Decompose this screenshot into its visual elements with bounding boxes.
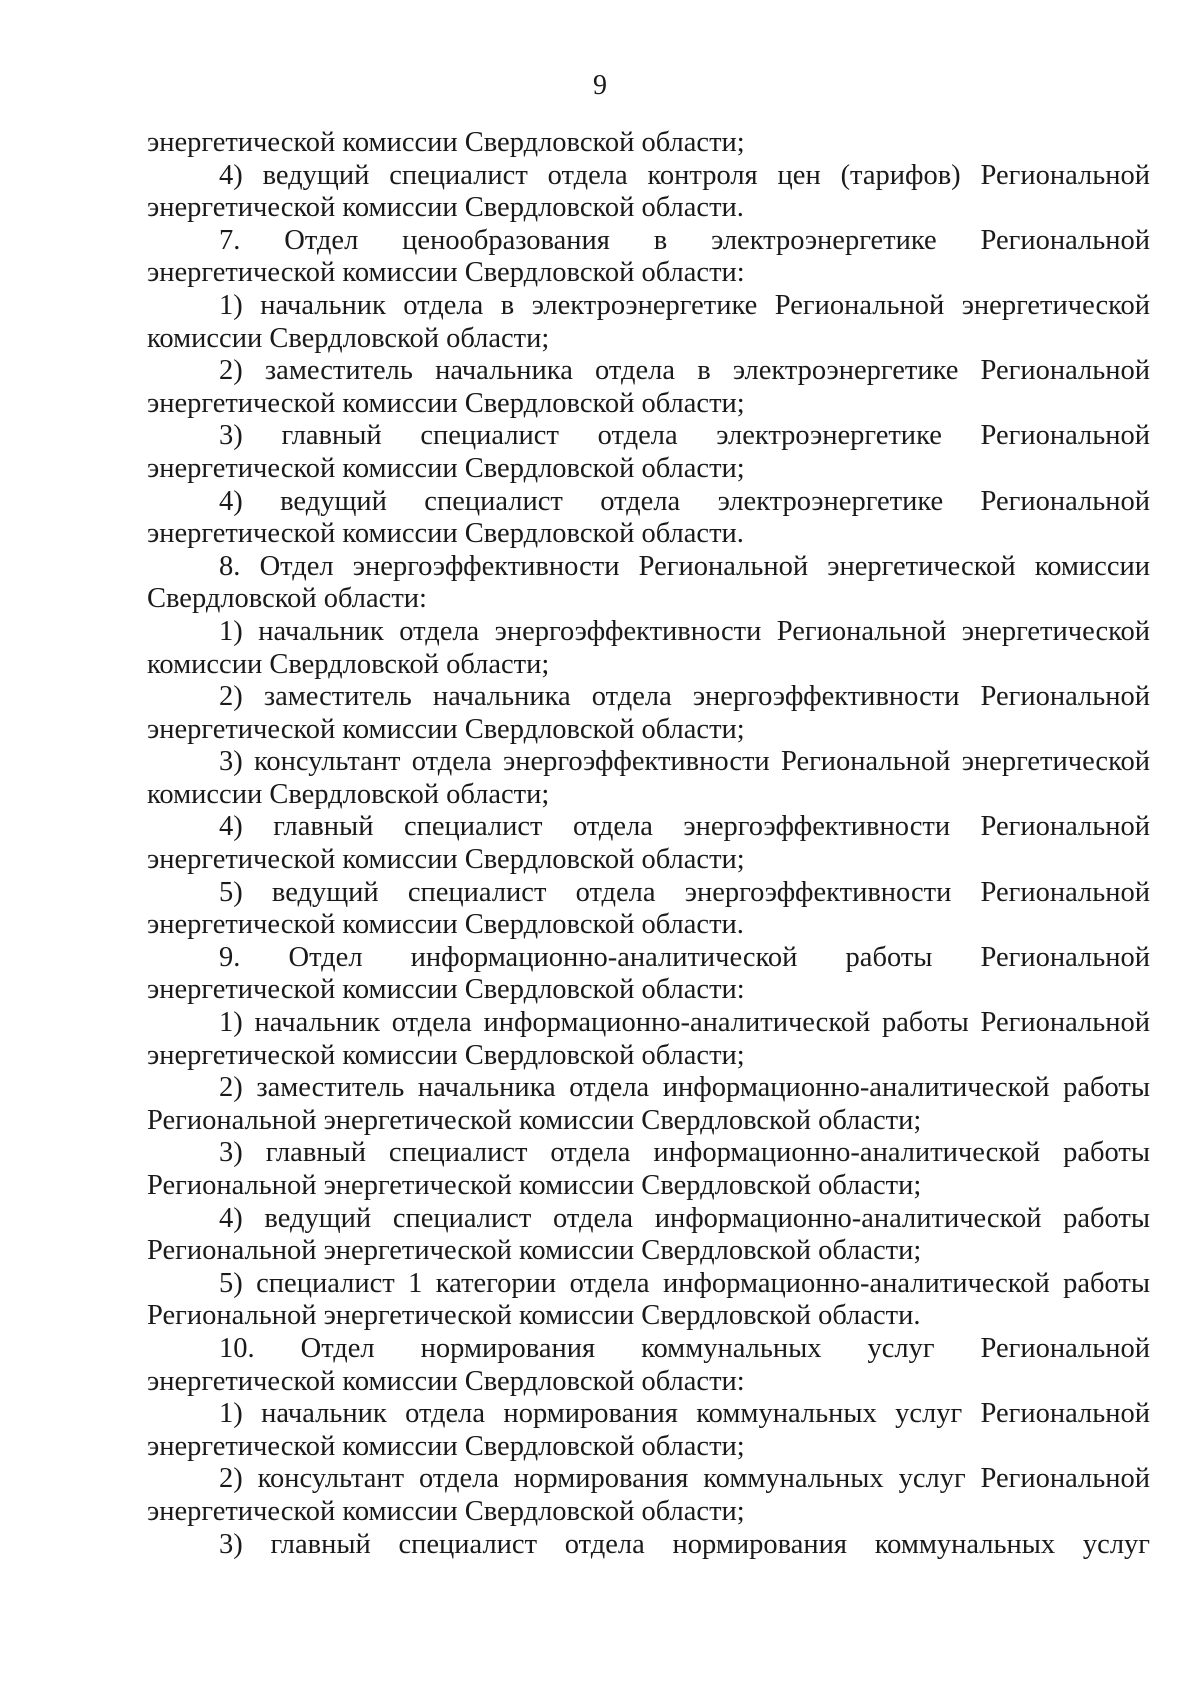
list-item: 3) консультант отдела энергоэффективности Региональной энергетической комиссии Свердловской области; <box>147 746 1150 810</box>
list-item: 2) заместитель начальника отдела в электроэнергетике Региональной энергетической комиссии Свердловской области; <box>147 355 1150 419</box>
paragraph-continuation: энергетической комиссии Свердловской области; <box>147 127 745 158</box>
section-heading: 9. Отдел информационно-аналитической работы Региональной энергетической комиссии Свердловской области: <box>147 941 1150 1006</box>
list-item: 3) главный специалист отдела электроэнергетике Региональной энергетической комиссии Свердловской области; <box>147 420 1150 484</box>
document-body <box>147 127 1150 1561</box>
section-heading: 10. Отдел нормирования коммунальных услуг Региональной энергетической комиссии Свердловской области: <box>147 1332 1150 1397</box>
list-item: 5) специалист 1 категории отдела информационно-аналитической работы Региональной энергетической комиссии Свердловской области. <box>147 1267 1150 1332</box>
list-item: 4) ведущий специалист отдела информационно-аналитической работы Региональной энергетической комиссии Свердловской области; <box>147 1202 1150 1267</box>
list-item: 2) заместитель начальника отдела информационно-аналитической работы Региональной энергетической комиссии Свердловской области; <box>147 1072 1150 1136</box>
list-item: 1) начальник отдела энергоэффективности Региональной энергетической комиссии Свердловской области; <box>147 615 1150 680</box>
list-item: 4) ведущий специалист отдела контроля цен (тарифов) Региональной энергетической комиссии Свердловской области. <box>147 159 1150 224</box>
section-heading: 8. Отдел энергоэффективности Региональной энергетической комиссии Свердловской области: <box>147 550 1150 615</box>
list-item: 5) ведущий специалист отдела энергоэффективности Региональной энергетической комиссии Свердловской области. <box>147 876 1150 941</box>
list-item: 4) главный специалист отдела энергоэффективности Региональной энергетической комиссии Свердловской области; <box>147 811 1150 876</box>
page-number: 9 <box>593 70 607 101</box>
list-item: 1) начальник отдела в электроэнергетике Региональной энергетической комиссии Свердловской области; <box>147 289 1150 354</box>
list-item: 3) главный специалист отдела нормирования коммунальных услуг <box>219 1528 1150 1560</box>
list-item: 1) начальник отдела нормирования коммунальных услуг Региональной энергетической комиссии Свердловской области; <box>147 1398 1150 1462</box>
list-item: 2) консультант отдела нормирования коммунальных услуг Региональной энергетической комиссии Свердловской области; <box>147 1463 1150 1527</box>
list-item: 3) главный специалист отдела информационно-аналитической работы Региональной энергетической комиссии Свердловской области; <box>147 1137 1150 1201</box>
list-item: 4) ведущий специалист отдела электроэнергетике Региональной энергетической комиссии Свердловской области. <box>147 485 1150 550</box>
section-heading: 7. Отдел ценообразования в электроэнергетике Региональной энергетической комиссии Свердловской области: <box>147 224 1150 289</box>
list-item: 2) заместитель начальника отдела энергоэффективности Региональной энергетической комиссии Свердловской области; <box>147 681 1150 745</box>
list-item: 1) начальник отдела информационно-аналитической работы Региональной энергетической комиссии Свердловской области; <box>147 1007 1150 1071</box>
